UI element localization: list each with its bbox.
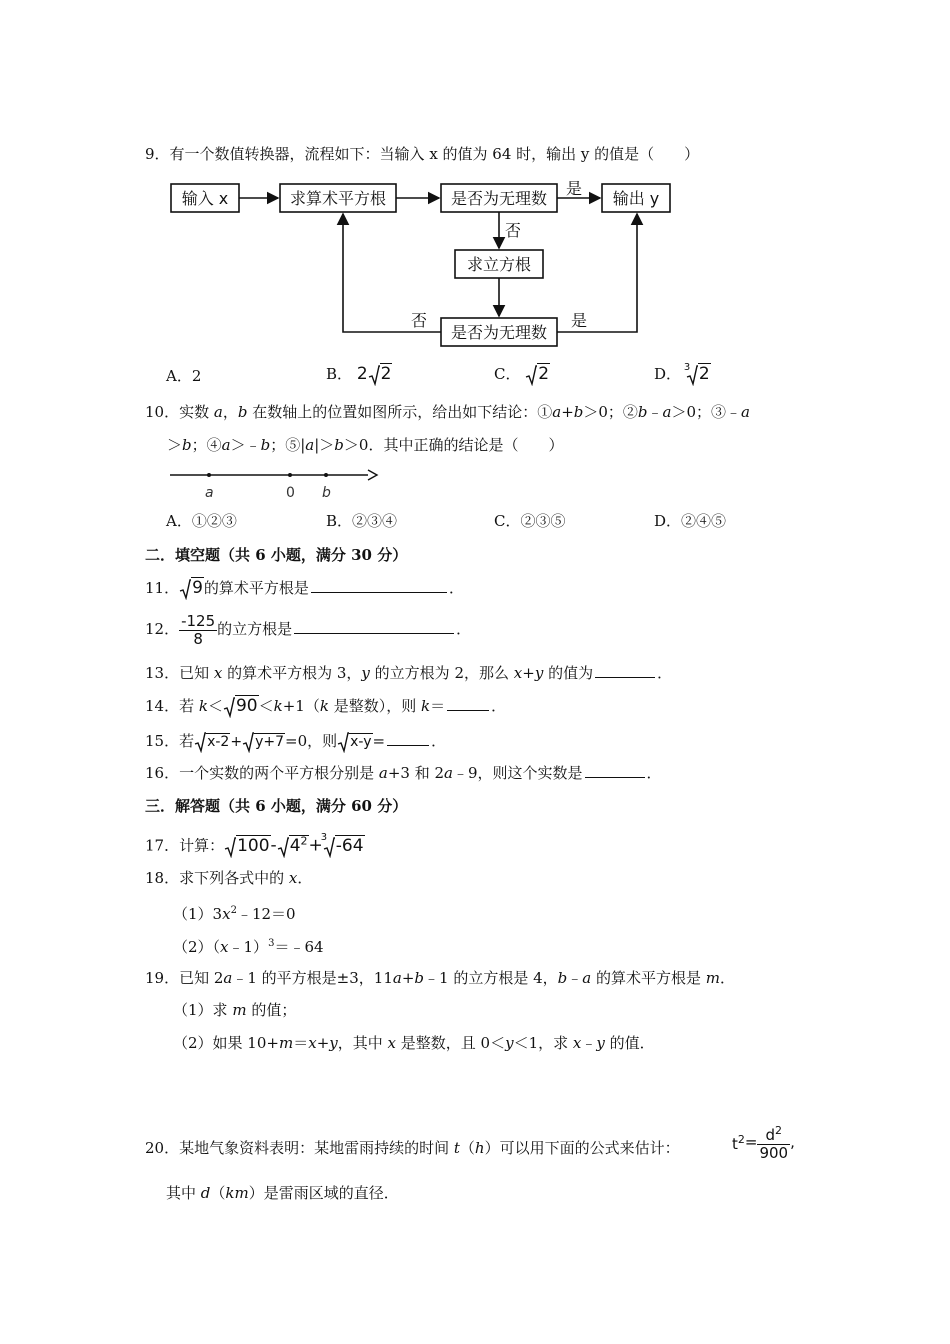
q17: 17．计算： 100- $4^2+$ 3 -64 xyxy=(145,831,364,856)
flow-text-sqrt: 求算术平方根 xyxy=(289,189,387,208)
q18-part-2: （2）（x﹣1）$^3$＝﹣64 xyxy=(173,938,324,956)
q19-stem: 19．已知 2a﹣1 的平方根是±3，11a+b﹣1 的立方根是 4，b﹣a 的算术平方根是 m． xyxy=(145,969,736,987)
q20-formula: $t^2=$ $\frac{d^2}{900}$ , xyxy=(732,1124,795,1162)
sqrt-sign xyxy=(525,364,537,386)
q11-answer-blank[interactable] xyxy=(311,578,447,593)
q14: 14．若 k＜ 90＜k+1（k 是整数），则 k＝ ． xyxy=(145,696,507,716)
point-b xyxy=(324,473,328,477)
number-line xyxy=(168,464,380,504)
q19-part-1: （1）求 m 的值； xyxy=(173,1001,297,1019)
flow-text-cube: 求立方根 xyxy=(466,255,532,274)
point-0 xyxy=(288,473,292,477)
q15-answer-blank[interactable] xyxy=(387,731,429,746)
q12-answer-blank[interactable] xyxy=(294,619,454,634)
q9-stem: 9．有一个数值转换器，流程如下：当输入 x 的值为 64 时，输出 y 的值是（ ） xyxy=(145,145,700,163)
q10-option-d[interactable]: D．②④⑤ xyxy=(654,512,727,530)
sqrt-sign xyxy=(224,836,236,858)
flow-label-yes2: 是 xyxy=(571,311,588,330)
sqrt-sign xyxy=(277,836,289,858)
q18-stem: 18．求下列各式中的 x． xyxy=(145,869,313,887)
q10-option-a[interactable]: A．①②③ xyxy=(166,512,237,530)
q20-stem: 20．某地气象资料表明：某地雷雨持续的时间 t（h）可以用下面的公式来估计： xyxy=(145,1139,680,1157)
q16: 16．一个实数的两个平方根分别是 a+3 和 2a﹣9，则这个实数是 ． xyxy=(145,764,662,782)
q9-option-a[interactable]: A．2 xyxy=(166,367,202,385)
q15: 15．若 x-2+ y+7=0，则 x-y= ． xyxy=(145,729,446,754)
q14-answer-blank[interactable] xyxy=(447,696,489,711)
q20-line2: 其中 d（km）是雷雨区域的直径． xyxy=(166,1184,399,1202)
point-a xyxy=(207,473,211,477)
sqrt-sign xyxy=(223,696,235,718)
flow-arrow-7 xyxy=(557,214,637,332)
sqrt-sign xyxy=(368,364,380,386)
flow-text-output: 输出 y xyxy=(612,189,660,208)
flow-text-input: 输入 x xyxy=(181,189,229,208)
sqrt-sign xyxy=(242,731,254,753)
q20-fraction: $\frac{d^2}{900}$ xyxy=(759,1124,789,1162)
q9-option-d[interactable]: D． 3 2 xyxy=(654,362,710,384)
sqrt-sign xyxy=(337,731,349,753)
q18-part-1: $(1)3x^2﹣12=0$ xyxy=(173,905,296,923)
section-2-heading: 二．填空题（共 6 小题，满分 30 分） xyxy=(145,546,408,564)
flow-text-irr2: 是否为无理数 xyxy=(450,323,548,342)
flowchart xyxy=(165,176,685,356)
q12: 12． $\frac{-125}{8}$ 的立方根是 ． xyxy=(145,611,472,648)
q11: 11． 9的算术平方根是 ． xyxy=(145,578,464,598)
q10-option-c[interactable]: C．②③⑤ xyxy=(494,512,566,530)
section-3-heading: 三．解答题（共 6 小题，满分 60 分） xyxy=(145,797,408,815)
q16-answer-blank[interactable] xyxy=(585,763,645,778)
q9-option-b[interactable]: B． 2 2 xyxy=(326,364,392,384)
flow-label-no2: 否 xyxy=(411,311,428,330)
flow-label-no1: 否 xyxy=(505,221,522,240)
q10-stem-line2: ＞b；④a＞﹣b；⑤|a|＞b＞0．其中正确的结论是（ ） xyxy=(167,436,564,454)
q13: 13．已知 x 的算术平方根为 3，y 的立方根为 2，那么 x+y 的值为 ． xyxy=(145,664,673,682)
svg-text:a: a xyxy=(205,485,214,501)
sqrt-sign xyxy=(179,578,191,600)
q19-part-2: （2）如果 10+m＝x+y，其中 x 是整数，且 0＜y＜1，求 x﹣y 的值． xyxy=(173,1034,655,1052)
q10-stem: 10．实数 a，b 在数轴上的位置如图所示，给出如下结论：①a+b＞0；②b﹣a＞0；③﹣a xyxy=(145,403,750,421)
q9-option-c[interactable]: C． 2 xyxy=(494,364,550,384)
sqrt-sign xyxy=(194,731,206,753)
flow-label-yes1: 是 xyxy=(566,179,583,198)
q10-option-b[interactable]: B．②③④ xyxy=(326,512,398,530)
svg-text:0: 0 xyxy=(286,485,295,501)
svg-text:b: b xyxy=(322,485,331,501)
fraction: $\frac{-125}{8}$ xyxy=(181,611,216,648)
flow-text-irr1: 是否为无理数 xyxy=(450,189,548,208)
q13-answer-blank[interactable] xyxy=(595,663,655,678)
